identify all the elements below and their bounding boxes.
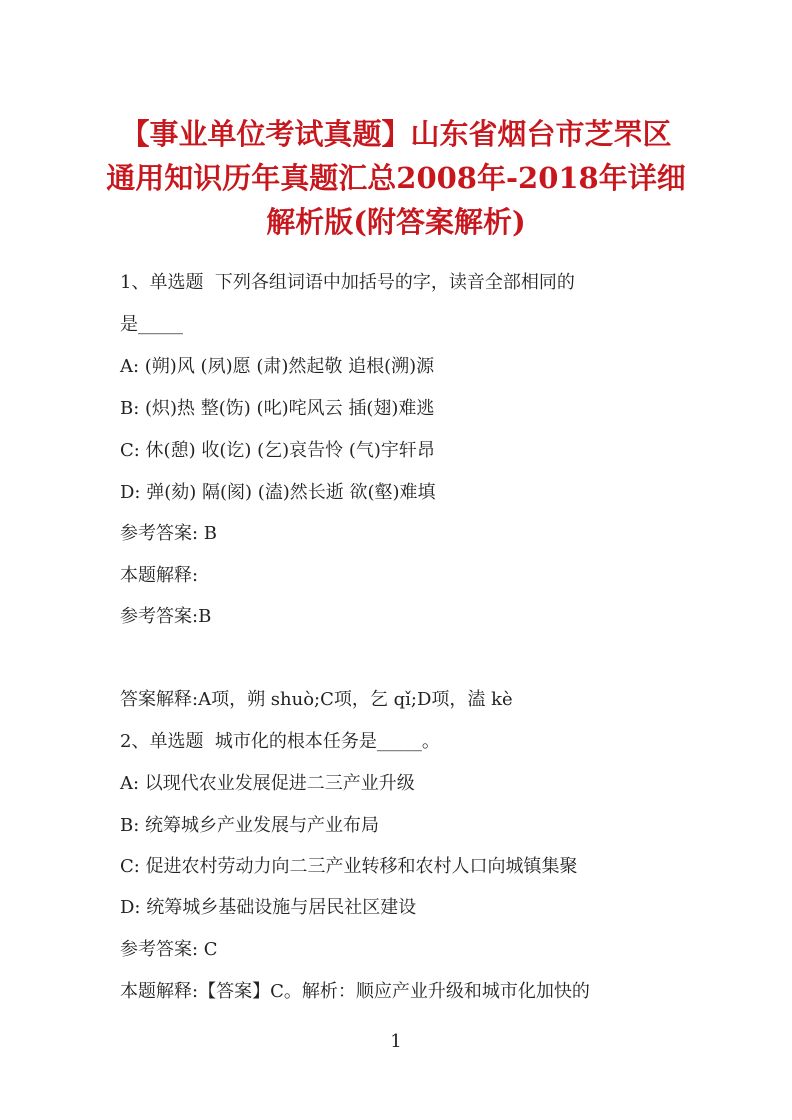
title-line-2: 通用知识历年真题汇总2008年-2018年详细	[106, 161, 686, 195]
q1-option-b: B: (炽)热 整(饬) (叱)咤风云 插(翅)难逃	[120, 398, 435, 419]
title-line-3: 解析版(附答案解析)	[266, 205, 526, 239]
q2-answer: 参考答案: C	[120, 939, 218, 960]
title-line-1: 【事业单位考试真题】山东省烟台市芝罘区	[120, 117, 672, 151]
q2-explanation: 本题解释:【答案】C。解析：顺应产业升级和城市化加快的	[120, 981, 590, 1002]
q1-explanation-label: 本题解释:	[120, 565, 199, 586]
q1-option-d: D: 弹(劾) 隔(阂) (溘)然长逝 欲(壑)难填	[120, 482, 436, 503]
q1-explanation: 答案解释:A项，朔 shuò;C项，乞 qǐ;D项，溘 kè	[120, 689, 513, 710]
q2-option-a: A: 以现代农业发展促进二三产业升级	[120, 773, 415, 794]
q1-option-c: C: 休(憩) 收(讫) (乞)哀告怜 (气)宇轩昂	[120, 440, 435, 461]
q2-option-b: B: 统筹城乡产业发展与产业布局	[120, 815, 380, 836]
q2-option-d: D: 统筹城乡基础设施与居民社区建设	[120, 897, 417, 918]
q1-stem-line-2: 是_____	[120, 314, 183, 335]
page-number: 1	[390, 1031, 402, 1052]
q1-option-a: A: (朔)风 (夙)愿 (肃)然起敬 追根(溯)源	[120, 356, 435, 377]
q1-answer: 参考答案: B	[120, 523, 218, 544]
q1-answer-repeat: 参考答案:B	[120, 606, 212, 627]
q1-stem-line-1: 1、单选题 下列各组词语中加括号的字，读音全部相同的	[120, 272, 575, 293]
q2-option-c: C: 促进农村劳动力向二三产业转移和农村人口向城镇集聚	[120, 856, 578, 877]
q2-stem: 2、单选题 城市化的根本任务是_____。	[120, 731, 440, 752]
document-title	[100, 112, 692, 244]
